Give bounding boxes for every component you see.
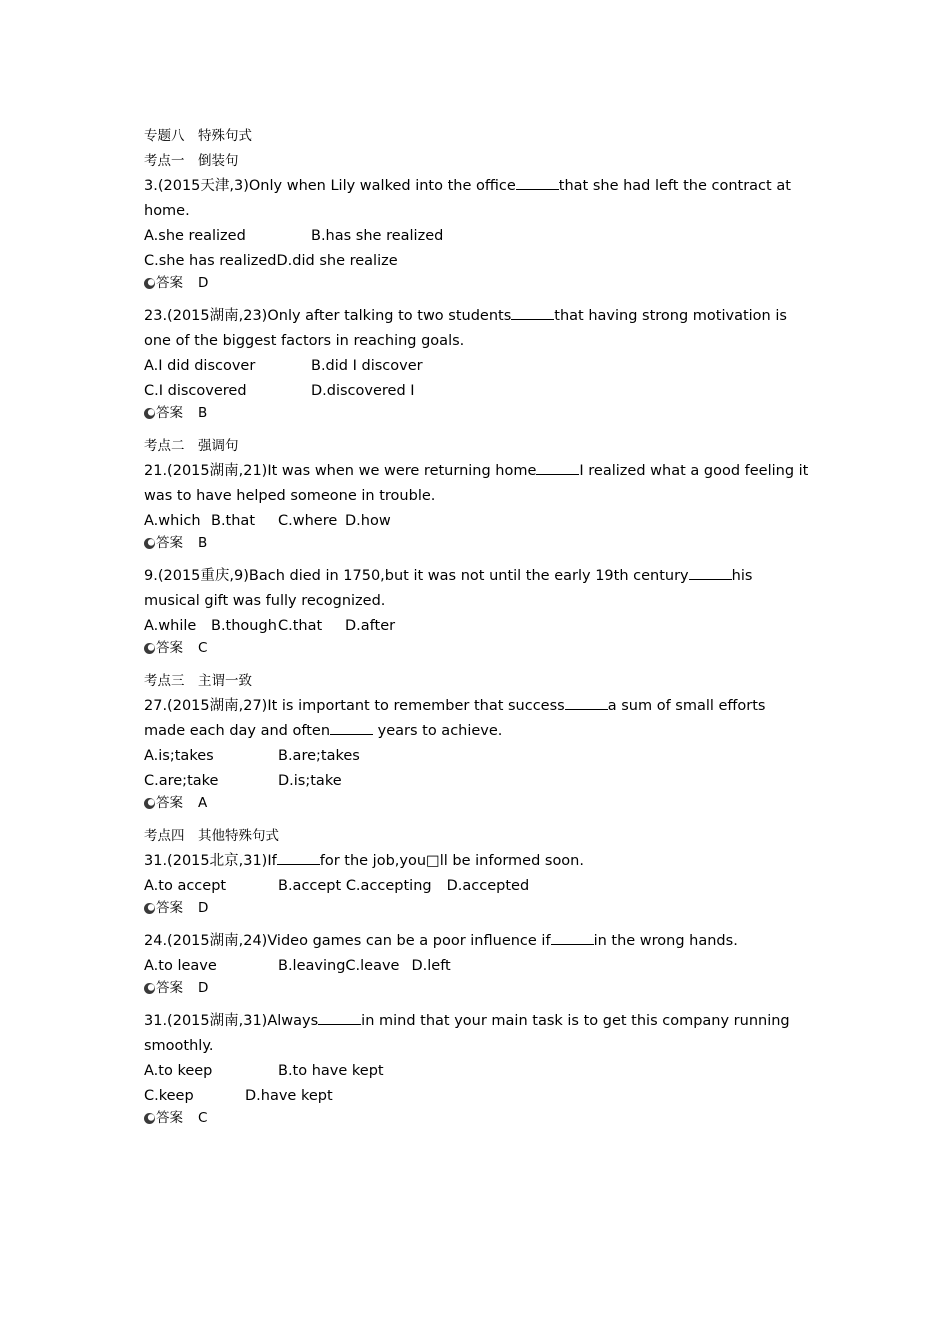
question-stem: 21.(2015湖南,21)It was when we were returning home I realized what a good feeling it	[144, 459, 814, 484]
answer-label: 答案	[156, 1110, 183, 1126]
answer-blank	[277, 850, 320, 865]
answer-label: 答案	[156, 795, 183, 811]
option-b: B.accept	[278, 878, 342, 894]
answer-bullet-icon	[144, 278, 155, 289]
answer-bullet-icon	[144, 983, 155, 994]
answer-line	[144, 900, 814, 917]
option-b: B.that	[211, 513, 256, 529]
answer-label: 答案	[156, 640, 183, 656]
answer-line	[144, 795, 814, 812]
option-b: B.though	[211, 618, 277, 634]
answer-label: 答案	[156, 980, 183, 996]
question-stem-cont: smoothly.	[144, 1038, 214, 1054]
option-c: C.accepting	[345, 878, 432, 894]
option-c: C.where	[278, 513, 338, 529]
options-row	[144, 354, 814, 379]
section-heading: 考点四 其他特殊句式	[144, 828, 279, 844]
answer-blank	[318, 1010, 361, 1025]
answer-value: A	[198, 795, 208, 811]
answer-value: B	[198, 405, 208, 421]
question-stem: 24.(2015湖南,24)Video games can be a poor influence if in the wrong hands.	[144, 929, 814, 954]
options-row	[144, 1059, 814, 1084]
question	[144, 564, 814, 657]
question	[144, 849, 814, 917]
option-b: B.to have kept	[278, 1063, 384, 1079]
option-c: C.she has realized	[144, 253, 277, 269]
options-row	[144, 614, 814, 639]
answer-value: D	[198, 980, 209, 996]
question-stem-cont: one of the biggest factors in reaching goals.	[144, 333, 465, 349]
option-a: A.which	[144, 513, 201, 529]
answer-value: D	[198, 900, 209, 916]
section-heading: 考点三 主谓一致	[144, 673, 252, 689]
options-row	[144, 1084, 814, 1109]
answer-bullet-icon	[144, 643, 155, 654]
answer-bullet-icon	[144, 903, 155, 914]
options-row	[144, 509, 814, 534]
option-b: B.has she realized	[311, 228, 444, 244]
answer-blank	[689, 565, 732, 580]
answer-bullet-icon	[144, 408, 155, 419]
options-row	[144, 224, 814, 249]
options-row	[144, 874, 814, 899]
option-d: D.have kept	[245, 1088, 333, 1104]
option-d: D.discovered I	[311, 383, 415, 399]
answer-blank	[565, 695, 608, 710]
answer-label: 答案	[156, 275, 183, 291]
answer-bullet-icon	[144, 798, 155, 809]
question-stem-cont: home.	[144, 203, 190, 219]
answer-line	[144, 535, 814, 552]
answer-blank	[511, 305, 554, 320]
answer-line	[144, 275, 814, 292]
answer-blank	[551, 930, 594, 945]
answer-value: B	[198, 535, 208, 551]
option-d: D.did she realize	[276, 253, 398, 269]
option-a: A.to keep	[144, 1063, 213, 1079]
question-stem: 9.(2015重庆,9)Bach died in 1750,but it was not until the early 19th century his	[144, 564, 814, 589]
options-row	[144, 769, 814, 794]
option-d: D.after	[345, 618, 396, 634]
question-stem: 31.(2015北京,31)If for the job,you□ll be informed soon.	[144, 849, 814, 874]
answer-blank	[516, 175, 559, 190]
options-row	[144, 379, 814, 404]
answer-bullet-icon	[144, 1113, 155, 1124]
answer-value: C	[198, 640, 208, 656]
document-page	[144, 124, 814, 1139]
option-d: D.accepted	[446, 878, 530, 894]
question	[144, 929, 814, 997]
answer-bullet-icon	[144, 538, 155, 549]
option-d: D.left	[411, 958, 451, 974]
question-stem: 23.(2015湖南,23)Only after talking to two students that having strong motivation is	[144, 304, 814, 329]
option-b: B.are;takes	[278, 748, 360, 764]
option-a: A.to leave	[144, 958, 217, 974]
question-stem-cont: made each day and often years to achieve.	[144, 719, 814, 744]
question	[144, 1009, 814, 1127]
option-a: A.she realized	[144, 228, 246, 244]
option-a: A.while	[144, 618, 197, 634]
answer-label: 答案	[156, 900, 183, 916]
option-d: D.is;take	[278, 773, 342, 789]
option-d: D.how	[345, 513, 391, 529]
answer-line	[144, 405, 814, 422]
answer-blank	[536, 460, 579, 475]
question	[144, 694, 814, 812]
section-heading: 考点一 倒装句	[144, 153, 239, 169]
answer-blank	[330, 720, 373, 735]
answer-line	[144, 1110, 814, 1127]
question	[144, 459, 814, 552]
question-stem: 27.(2015湖南,27)It is important to remember that success a sum of small efforts	[144, 694, 814, 719]
options-row	[144, 249, 814, 274]
question-stem-cont: was to have helped someone in trouble.	[144, 488, 436, 504]
question-stem-cont: musical gift was fully recognized.	[144, 593, 386, 609]
option-b: B.leaving	[278, 958, 346, 974]
options-row	[144, 954, 814, 979]
option-c: C.that	[278, 618, 323, 634]
answer-label: 答案	[156, 405, 183, 421]
question-stem: 3.(2015天津,3)Only when Lily walked into the office that she had left the contract at	[144, 174, 814, 199]
answer-value: C	[198, 1110, 208, 1126]
option-a: A.I did discover	[144, 358, 256, 374]
answer-line	[144, 640, 814, 657]
option-a: A.to accept	[144, 878, 227, 894]
answer-line	[144, 980, 814, 997]
page-title: 专题八 特殊句式	[144, 128, 252, 144]
options-row	[144, 744, 814, 769]
section-heading: 考点二 强调句	[144, 438, 239, 454]
answer-value: D	[198, 275, 209, 291]
question	[144, 304, 814, 422]
option-c: C.keep	[144, 1088, 194, 1104]
option-c: C.I discovered	[144, 383, 247, 399]
option-b: B.did I discover	[311, 358, 423, 374]
answer-label: 答案	[156, 535, 183, 551]
option-c: C.leave	[345, 958, 400, 974]
option-a: A.is;takes	[144, 748, 214, 764]
option-c: C.are;take	[144, 773, 219, 789]
question	[144, 174, 814, 292]
question-stem: 31.(2015湖南,31)Always in mind that your main task is to get this company running	[144, 1009, 814, 1034]
